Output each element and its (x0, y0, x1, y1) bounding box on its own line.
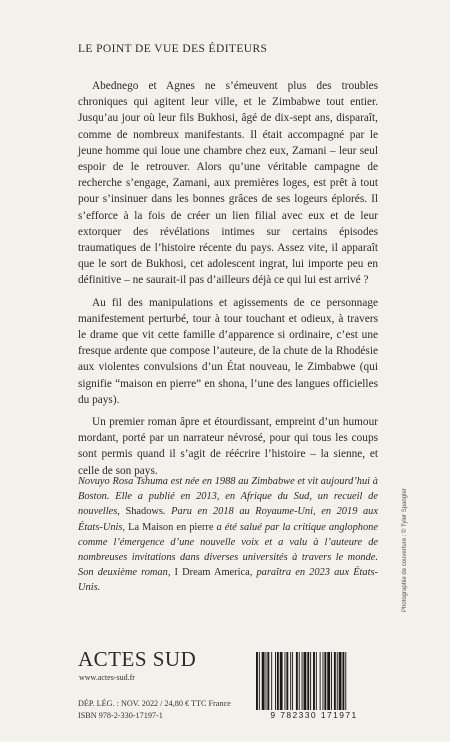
publisher-website: www.actes-sud.fr (79, 673, 135, 682)
legal-deposit: DÉP. LÉG. : NOV. 2022 / 24,80 € TTC France (78, 699, 231, 708)
blurb (78, 78, 378, 485)
bio-text: Novuyo Rosa Tshuma est née en 1988 au Zimbabwe et vit aujourd’hui à Boston. Elle a publié en 2013, en Afrique du Sud, un recueil de nouvelles, (78, 476, 378, 518)
page-heading: LE POINT DE VUE DES ÉDITEURS (78, 43, 268, 55)
bio-text: . Paru en 2018 au Royaume-Uni, en 2019 aux États-Unis, (78, 506, 378, 533)
book-title-maison: La Maison en pierre (128, 521, 214, 533)
blurb-paragraph: Au fil des manipulations et agissements de ce personnage manifestement perturbé, tour à tour touchant et odieux, à travers le drame que vit cette famille d’apparence si ordinaire, c’est une fresque ardente que compose l’auteure, de la chute de la Rhodésie aux violentes convulsions d’un État nouveau, le Zimbabwe (qui signifie “maison en pierre” en shona, l’une des langues officielles du pays). (78, 296, 378, 406)
isbn: ISBN 978-2-330-17197-1 (78, 711, 163, 720)
publisher-logo: ACTES SUD (78, 647, 197, 671)
bio-text: , paraîtra en 2023 aux États-Unis. (78, 567, 379, 594)
book-title-shadows: Shadows (125, 506, 163, 518)
barcode-digits: 9 782330 171971 (244, 710, 384, 720)
barcode (244, 652, 384, 720)
book-title-dream: I Dream America (174, 567, 250, 579)
author-bio (78, 474, 378, 596)
blurb-paragraph: Un premier roman âpre et étourdissant, empreint d’un humour mordant, porté par un narrateur névrosé, pour qui tous les coups sont permis quand il s’agit de réécrire l’histoire – la sienne, et celle de son pays. (78, 416, 378, 477)
photo-credit: Photographie de couverture : © Tyler Spangler (402, 488, 408, 612)
bio-text: a été salué par la critique anglophone comme l’émergence d’une nouvelle voix et a valu à l’auteure de nombreuses invitations dans diverses universités à travers le monde. Son deuxième roman, (78, 521, 378, 579)
blurb-paragraph: Abednego et Agnes ne s’émeuvent plus des troubles chroniques qui agitent leur ville, et le Zimbabwe tout entier. Jusqu’au jour où leur fils Bukhosi, âgé de dix-sept ans, disparaît, comme de nombreux manifestants. Il était accompagné par le jeune homme qui loue une chambre chez eux, Zamani – leur seul espoir de le retrouver. Alors qu’une véritable campagne de recherche s’engage, Zamani, aux premières loges, est prêt à tout pour s’insinuer dans les bonnes grâces de ses logeurs éplorés. Il s’efforce à la fois de créer un lien filial avec eux et de leur extorquer des révélations intimes sur certains épisodes traumatiques de l’histoire récente du pays. Assez vite, il apparaît que le sort de Bukhosi, cet adolescent ingrat, lui importe peu en définitive – ne saurait-il pas d’ailleurs déjà ce qui lui est arrivé ? (78, 80, 378, 287)
legal-info (78, 698, 231, 722)
barcode-bars-icon (244, 652, 384, 718)
